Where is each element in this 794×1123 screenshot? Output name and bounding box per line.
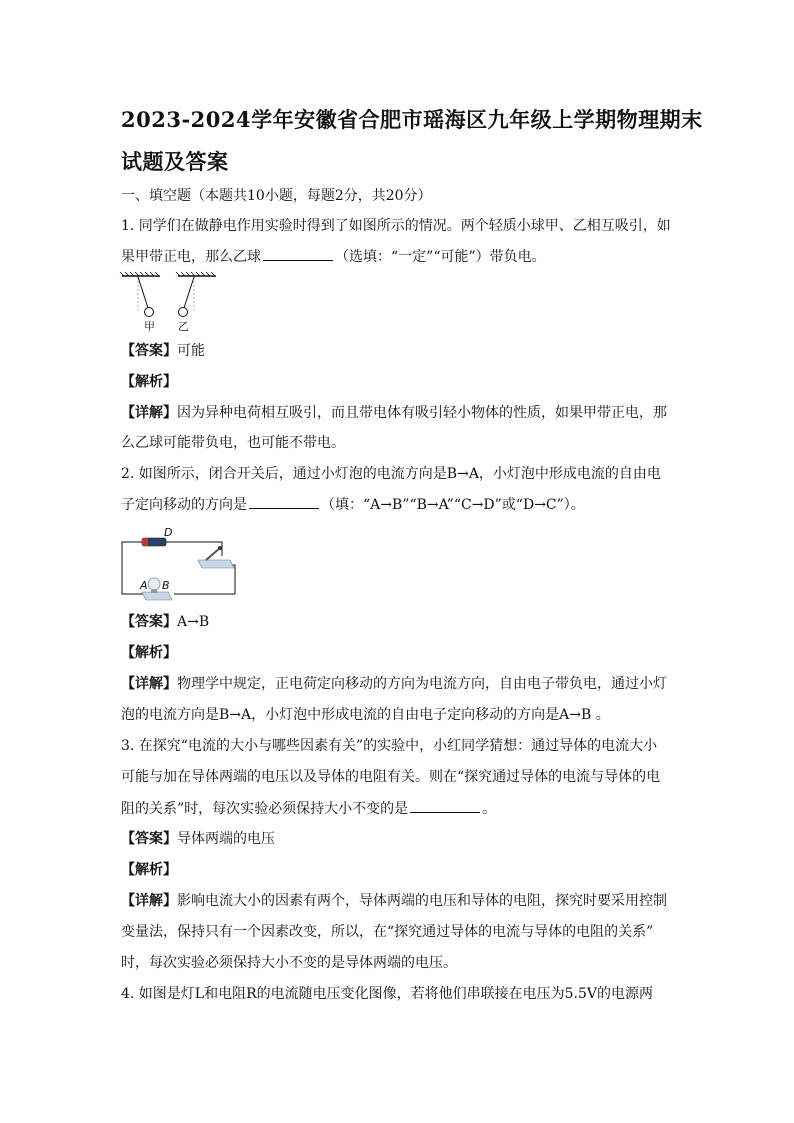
q1-text-line1: 1. 同学们在做静电作用实验时得到了如图所示的情况。两个轻质小球甲、乙相互吸引，如 <box>121 218 671 234</box>
q1-answer-blank <box>263 246 333 261</box>
q2-detail-line1 <box>121 674 667 694</box>
section-heading: 一、填空题（本题共10小题，每题2分，共20分） <box>121 188 432 204</box>
q2-text-line2 <box>121 494 585 515</box>
q3-text-line1: 3. 在探究“电流的大小与哪些因素有关”的实验中，小红同学猜想：通过导体的电流大小 <box>121 738 658 754</box>
q2-label-a: A <box>140 579 148 592</box>
q1-detail-tag: 【详解】 <box>121 405 177 421</box>
q1-answer <box>121 341 205 361</box>
q3-answer-tag: 【答案】 <box>121 831 177 847</box>
q2-circuit-figure <box>120 526 245 598</box>
q2-text-line1: 2. 如图所示，闭合开关后，通过小灯泡的电流方向是B→A，小灯泡中形成电流的自由电 <box>121 466 661 482</box>
q1-detail-text1: 因为异种电荷相互吸引，而且带电体有吸引轻小物体的性质，如果甲带正电，那 <box>177 405 667 421</box>
q3-answer <box>121 829 275 849</box>
q3-text-line3 <box>121 798 496 819</box>
q2-answer-tag: 【答案】 <box>121 614 177 630</box>
q3-analysis-tag: 【解析】 <box>121 862 177 878</box>
q2-answer-blank <box>249 494 319 509</box>
q2-answer <box>121 612 209 632</box>
q2-detail-line2: 泡的电流方向是B→A，小灯泡中形成电流的自由电子定向移动的方向是A→B 。 <box>121 707 610 723</box>
doc-title-line2: 试题及答案 <box>121 149 229 174</box>
q2-analysis <box>121 643 177 663</box>
q3-detail-line1 <box>121 891 667 911</box>
q2-text-line2a: 子定向移动的方向是 <box>121 497 247 513</box>
q2-analysis-tag: 【解析】 <box>121 645 177 661</box>
q1-label-yi: 乙 <box>178 320 189 333</box>
q3-answer-text: 导体两端的电压 <box>177 831 275 847</box>
q1-analysis-tag: 【解析】 <box>121 374 177 390</box>
q4-text-line1: 4. 如图是灯L和电阻R的电流随电压变化图像，若将他们串联接在电压为5.5V的电源两 <box>121 986 654 1002</box>
q1-detail-line1 <box>121 403 667 423</box>
q1-detail-line2: 么乙球可能带负电，也可能不带电。 <box>121 435 345 451</box>
q1-analysis <box>121 372 177 392</box>
q3-answer-blank <box>410 798 480 813</box>
q3-text-line2: 可能与加在导体两端的电压以及导体的电阻有关。则在“探究通过导体的电流与导体的电 <box>121 769 661 785</box>
q3-text-line3a: 阻的关系”时，每次实验必须保持大小不变的是 <box>121 801 409 817</box>
q3-detail-line3: 时，每次实验必须保持大小不变的是导体两端的电压。 <box>121 955 457 971</box>
q3-detail-tag: 【详解】 <box>121 893 177 909</box>
q3-detail-line2: 变量法，保持只有一个因素改变，所以，在“探究通过导体的电流与导体的电阻的关系” <box>121 924 654 940</box>
q2-detail-tag: 【详解】 <box>121 676 177 692</box>
q2-answer-text: A→B <box>177 614 210 630</box>
q1-figure <box>120 272 230 336</box>
q3-detail-text1: 影响电流大小的因素有两个，导体两端的电压和导体的电阻，探究时要采用控制 <box>177 893 667 909</box>
q1-label-jia: 甲 <box>144 320 155 333</box>
q2-text-line2b: （填：“A→B”“B→A”“C→D”或“D→C”）。 <box>321 497 585 513</box>
q3-text-line3b: 。 <box>482 801 497 817</box>
q2-label-d: D <box>164 526 173 539</box>
q1-text-line2 <box>121 246 546 267</box>
q2-label-b: B <box>162 579 170 592</box>
q1-answer-tag: 【答案】 <box>121 343 177 359</box>
q1-text-line2b: （选填：“一定”“可能”）带负电。 <box>335 249 546 265</box>
doc-title-line1: 2023-2024学年安徽省合肥市瑶海区九年级上学期物理期末 <box>121 107 703 132</box>
q2-detail-text1: 物理学中规定，正电荷定向移动的方向为电流方向，自由电子带负电，通过小灯 <box>177 676 667 692</box>
q1-text-line2a: 果甲带正电，那么乙球 <box>121 249 261 265</box>
q3-analysis <box>121 860 177 880</box>
q1-answer-text: 可能 <box>177 343 205 359</box>
